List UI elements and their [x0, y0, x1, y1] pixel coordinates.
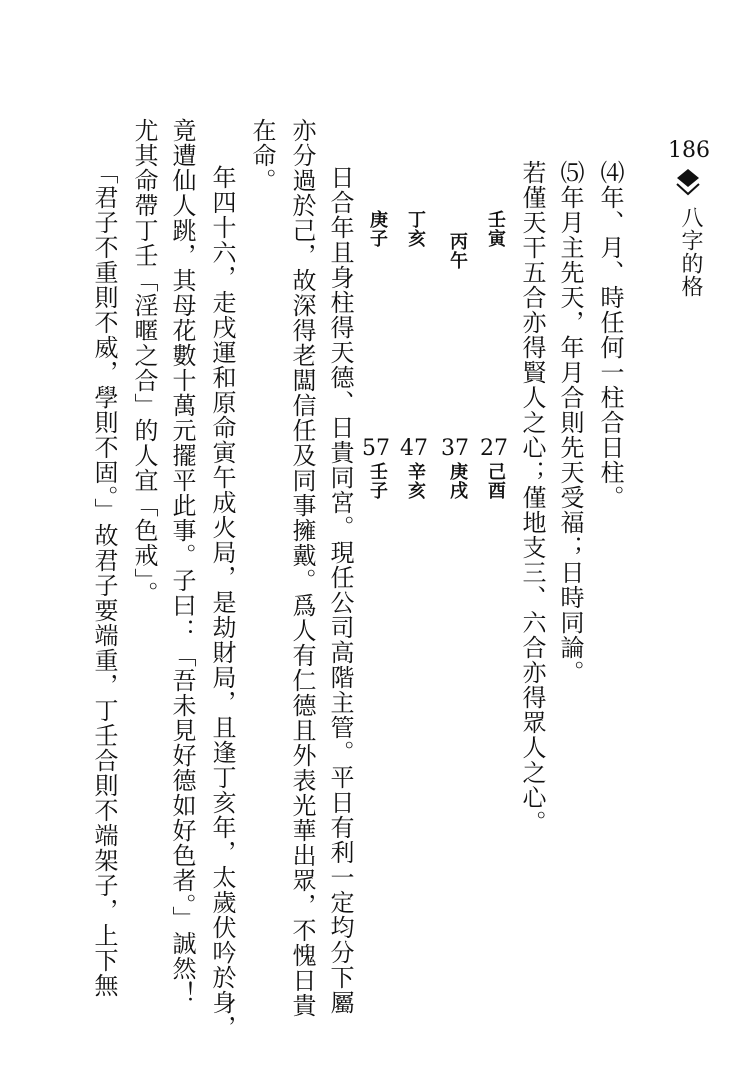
luck-pillar: 己酉 [485, 462, 506, 500]
body-column-3: 若僅天干五合亦得賢人之心；僅地支三、六合亦得眾人之心。 [518, 160, 546, 835]
body-column-1: ⑷年、月、時任何一柱合日柱。 [596, 160, 624, 510]
pillar-month: 丙午 [447, 232, 468, 270]
diamond-ornament-icon [675, 168, 701, 196]
body-column-10: 「君子不重則不威，學則不固。」故君子要端重，丁壬合則不端架子，上下無 [90, 160, 118, 998]
luck-pillar: 壬子 [367, 462, 388, 500]
body-column-7: 年四十六，走戌運和原命寅午成火局，是劫財局，且逢丁亥年，太歲伏吟於身， [208, 165, 236, 1040]
luck-pillar: 庚戌 [447, 462, 468, 500]
body-column-9: 尤其命帶丁壬「淫暱之合」的人宜「色戒」。 [130, 118, 158, 606]
page-number: 186 [668, 138, 710, 163]
pillar-day: 丁亥 [405, 210, 426, 248]
body-column-5: 亦分過於己，故深得老闆信任及同事擁戴。爲人有仁德且外表光華出眾，不愧日貴 [288, 118, 316, 1018]
body-column-2: ⑸年月主先天，年月合則先天受福；日時同論。 [556, 160, 584, 685]
pillar-hour: 庚子 [367, 210, 388, 248]
pillar-year: 壬寅 [485, 210, 506, 248]
body-column-6: 在命。 [248, 118, 276, 193]
luck-pillar: 辛亥 [405, 462, 426, 500]
luck-age: 27 [480, 436, 508, 461]
luck-age: 47 [400, 436, 428, 461]
luck-age: 37 [441, 436, 469, 461]
body-column-4: 日合年且身柱得天德、日貴同宮。現任公司高階主管。平日有利一定均分下屬 [326, 165, 354, 1015]
luck-age: 57 [362, 436, 390, 461]
body-column-8: 竟遭仙人跳，其母花數十萬元擺平此事。子曰：「吾未見好德如好色者。」誠然！ [168, 118, 196, 1006]
running-title: 八字的格 [678, 206, 703, 298]
